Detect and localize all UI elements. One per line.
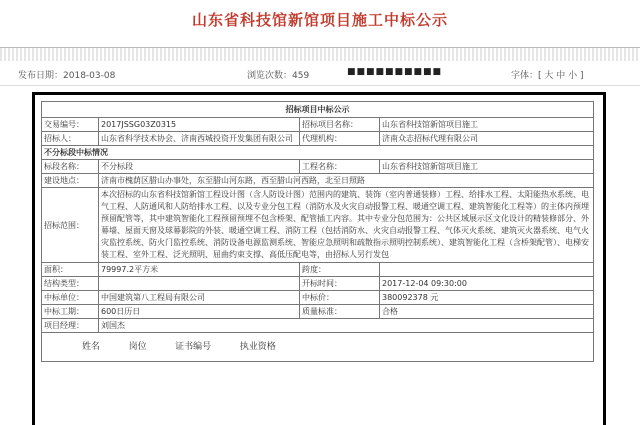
cell-value: 本次招标的山东省科技馆新馆工程设计图（含人防设计图）范围内的建筑、装饰（室内普通装修）工程、给排水工程、太阳能热水系统、电气工程、人防通风和人防给排水工程、以及专业分包工程（消防水及火灾自动报警工程、暖通空调工程、建筑智能化工程等）的主体内预埋预留配管等，其中建筑智能化工程预留预埋不包含桥架、配管插工内容。其中专业分包范围为：公共区域展示区文化设计的精装修部分、外幕墙、屋面天窗及球幕影院的外装、暖通空调工程、消防工程（包括消防水、火灾自动报警工程、气体灭火系统、建筑灭火器系统、电气火灾监控系统、防火门监控系统、消防设备电源监测系统、智能应急照明和疏散指示照明控制系统）、建筑智能化工程（含桥架配管）、电梯安装工程、室外工程、泛光照明、屈曲约束支撑、高低压配电等，由招标人另行发包 — [99, 188, 594, 263]
staff-header — [42, 333, 594, 362]
table-row — [42, 174, 594, 188]
table-row — [42, 160, 594, 174]
section-heading: 不分标段中标情况 — [42, 146, 594, 160]
cell-label: 标段名称： — [42, 160, 99, 174]
cell-value: 600日历日 — [99, 305, 300, 319]
cell-label: 招标人： — [42, 132, 99, 146]
cell-label: 结构类型： — [42, 277, 99, 291]
cell-label: 项目经理： — [42, 319, 99, 333]
staff-col-cert: 证书编号 — [175, 342, 212, 352]
cell-value: 不分标段 — [99, 160, 300, 174]
cell-label: 中标工期： — [42, 305, 99, 319]
notice-table — [41, 101, 594, 362]
cell-label: 代理机构： — [300, 132, 380, 146]
cell-value — [380, 263, 594, 277]
cell-label: 跨度： — [300, 263, 380, 277]
publish-date-value: 2018-03-08 — [63, 71, 116, 81]
font-size-label: 字体： — [511, 71, 539, 81]
font-size-small[interactable]: 小 — [568, 71, 578, 81]
view-count-value: 459 — [292, 71, 310, 81]
publish-date-label: 发布日期： — [18, 71, 64, 81]
cell-value: 380092378 元 — [380, 291, 594, 305]
staff-col-name: 姓名 — [82, 342, 101, 352]
cell-value: 山东省科学技术协会、济南西城投资开发集团有限公司 — [99, 132, 300, 146]
cell-value: 山东省科技馆新馆项目施工 — [380, 160, 594, 174]
font-size-medium[interactable]: 中 — [556, 71, 566, 81]
notice-board — [32, 92, 606, 425]
cell-label: 工程名称： — [300, 160, 380, 174]
view-count-label: 浏览次数： — [247, 71, 293, 81]
cell-value: 2017-12-04 09:30:00 — [380, 277, 594, 291]
cell-value: 79997.2平方米 — [99, 263, 300, 277]
share-icons[interactable]: ■■■■■■■■■■ — [347, 67, 443, 77]
table-row — [42, 263, 594, 277]
cell-value: 山东省科技馆新馆项目施工 — [380, 118, 594, 132]
page-title: 山东省科技馆新馆项目施工中标公示 — [191, 11, 448, 29]
cell-label: 开标时间： — [300, 277, 380, 291]
cell-value: 合格 — [380, 305, 594, 319]
cell-label: 质量标准： — [300, 305, 380, 319]
view-count — [247, 68, 309, 81]
cell-value: 济南市槐荫区腊山办事处，东至腊山河东路，西至腊山河西路，北至日照路 — [99, 174, 594, 188]
font-size-switcher: 字体：[ 大 中 小 ] — [511, 71, 584, 81]
publish-date — [18, 68, 115, 81]
meta-divider — [0, 85, 640, 86]
cell-label: 面积： — [42, 263, 99, 277]
table-row — [42, 305, 594, 319]
cell-label: 招标项目名称： — [300, 118, 380, 132]
table-row — [42, 132, 594, 146]
font-size-large[interactable]: 大 — [544, 71, 554, 81]
notice-heading: 招标项目中标公示 — [42, 102, 594, 118]
cell-label: 交易编号： — [42, 118, 99, 132]
table-row — [42, 277, 594, 291]
cell-value: 2017JSSG03Z0315 — [99, 118, 300, 132]
table-row — [42, 319, 594, 333]
table-row — [42, 291, 594, 305]
cell-label: 中标单位： — [42, 291, 99, 305]
cell-value: 济南众志招标代理有限公司 — [380, 132, 594, 146]
cell-label: 招标范围： — [42, 188, 99, 263]
cell-value: 刘国杰 — [99, 319, 594, 333]
cell-label: 建设地点： — [42, 174, 99, 188]
cell-value: 中国建筑第八工程局有限公司 — [99, 291, 300, 305]
header-divider — [0, 47, 640, 61]
cell-value — [99, 277, 300, 291]
table-row — [42, 118, 594, 132]
table-row — [42, 188, 594, 263]
staff-col-post: 岗位 — [128, 342, 147, 352]
staff-col-qual: 执业资格 — [239, 342, 276, 352]
cell-label: 中标价： — [300, 291, 380, 305]
